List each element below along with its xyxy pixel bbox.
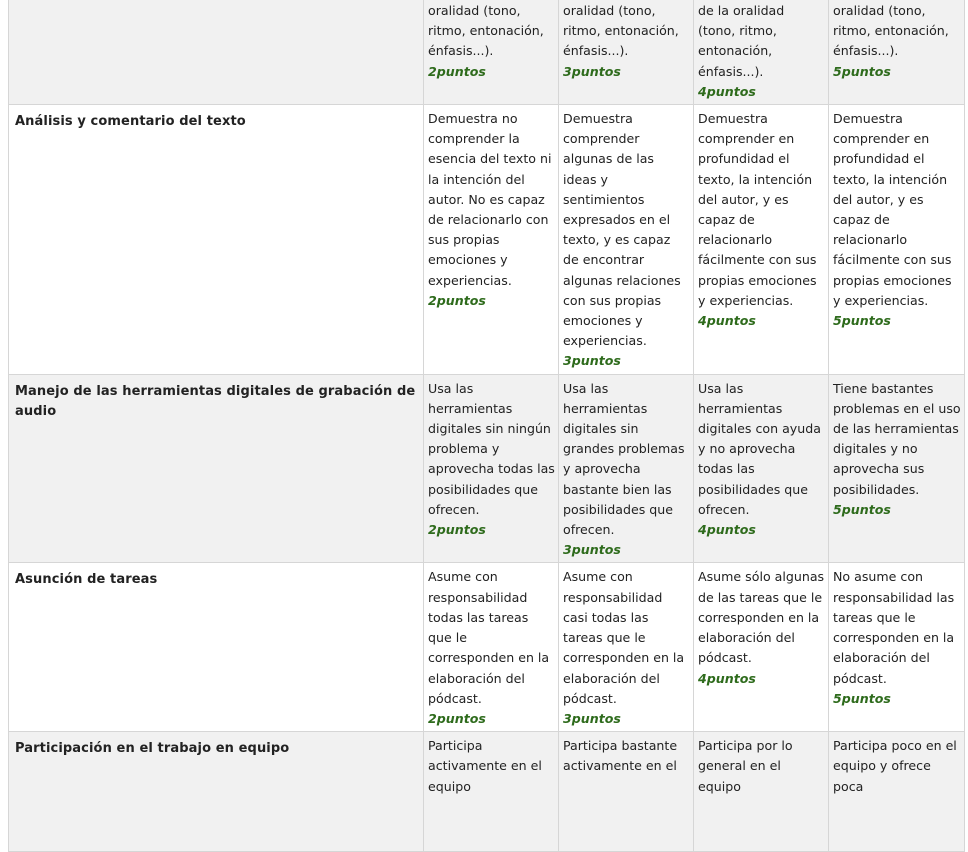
criterion-cell: Análisis y comentario del texto xyxy=(9,105,424,375)
level-cell xyxy=(694,0,829,105)
level-cell xyxy=(559,374,694,563)
criterion-cell: Manejo de las herramientas digitales de grabación de audio xyxy=(9,374,424,563)
cell-text: Demuestra comprender en profundidad el texto, la intención del autor, y es capaz de relacionarlo fácilmente con sus propias emociones y experiencias. xyxy=(698,111,817,308)
level-cell xyxy=(829,563,965,732)
rubric-row-herramientas xyxy=(9,374,965,563)
rubric-table xyxy=(8,0,965,852)
level-cell xyxy=(424,732,559,852)
cell-text: Asume con responsabilidad casi todas las tareas que le corresponden en la elaboración del pódcast. xyxy=(563,569,685,706)
level-cell xyxy=(559,105,694,375)
cell-text: Usa las herramientas digitales sin grandes problemas y aprovecha bastante bien las posibilidades que ofrecen. xyxy=(563,380,685,538)
level-cell xyxy=(694,105,829,375)
level-cell xyxy=(424,563,559,732)
points-label: 5puntos xyxy=(833,690,891,706)
cell-text: Usa las herramientas digitales sin ningún problema y aprovecha todas las posibilidades que ofrecen. xyxy=(428,380,555,517)
cell-text: oralidad (tono, ritmo, entonación, énfasis...). xyxy=(833,3,949,59)
cell-text: Usa las herramientas digitales con ayuda y no aprovecha todas las posibilidades que ofrecen. xyxy=(698,380,821,517)
points-label: 4puntos xyxy=(698,522,756,538)
points-label: 3puntos xyxy=(563,353,621,369)
points-label: 4puntos xyxy=(698,670,756,686)
level-cell xyxy=(829,105,965,375)
points-label: 3puntos xyxy=(563,542,621,558)
points-label: 5puntos xyxy=(833,313,891,329)
cell-text: oralidad (tono, ritmo, entonación, énfasis...). xyxy=(563,3,679,59)
cell-text: Asume con responsabilidad todas las tareas que le corresponden en la elaboración del pódcast. xyxy=(428,569,550,706)
cell-text: Asume sólo algunas de las tareas que le corresponden en la elaboración del pódcast. xyxy=(698,569,825,666)
level-cell xyxy=(424,0,559,105)
points-label: 2puntos xyxy=(428,63,486,79)
cell-text: Participa poco en el equipo y ofrece poca xyxy=(833,738,957,794)
criterion-cell: Asunción de tareas xyxy=(9,563,424,732)
criterion-cell xyxy=(9,0,424,105)
level-cell xyxy=(559,563,694,732)
cell-text: Demuestra comprender algunas de las ideas y sentimientos expresados en el texto, y es capaz de encontrar algunas relaciones con sus propias emociones y experiencias. xyxy=(563,111,681,349)
rubric-row-participacion xyxy=(9,732,965,852)
level-cell xyxy=(694,563,829,732)
cell-text: Participa activamente en el equipo xyxy=(428,738,542,794)
level-cell xyxy=(424,105,559,375)
rubric-row-analisis xyxy=(9,105,965,375)
rubric-row-tareas xyxy=(9,563,965,732)
level-cell xyxy=(424,374,559,563)
criterion-cell: Participación en el trabajo en equipo xyxy=(9,732,424,852)
level-cell xyxy=(694,374,829,563)
cell-text: de la oralidad (tono, ritmo, entonación, énfasis...). xyxy=(698,3,785,79)
level-cell xyxy=(694,732,829,852)
cell-text: No asume con responsabilidad las tareas que le corresponden en la elaboración del pódcast. xyxy=(833,569,955,686)
points-label: 2puntos xyxy=(428,710,486,726)
cell-text: Tiene bastantes problemas en el uso de las herramientas digitales y no aprovecha sus posibilidades. xyxy=(833,380,961,497)
cell-text: Demuestra no comprender la esencia del texto ni la intención del autor. No es capaz de relacionarlo con sus propias emociones y experiencias. xyxy=(428,111,552,288)
points-label: 3puntos xyxy=(563,63,621,79)
cell-text: Demuestra comprender en profundidad el texto, la intención del autor, y es capaz de relacionarlo fácilmente con sus propias emociones y experiencias. xyxy=(833,111,952,308)
points-label: 2puntos xyxy=(428,292,486,308)
points-label: 5puntos xyxy=(833,63,891,79)
points-label: 5puntos xyxy=(833,501,891,517)
points-label: 3puntos xyxy=(563,710,621,726)
rubric-row-oralidad xyxy=(9,0,965,105)
level-cell xyxy=(829,732,965,852)
cell-text: oralidad (tono, ritmo, entonación, énfasis...). xyxy=(428,3,544,59)
level-cell xyxy=(829,374,965,563)
level-cell xyxy=(829,0,965,105)
points-label: 2puntos xyxy=(428,522,486,538)
level-cell xyxy=(559,0,694,105)
points-label: 4puntos xyxy=(698,83,756,99)
cell-text: Participa por lo general en el equipo xyxy=(698,738,793,794)
cell-text: Participa bastante activamente en el xyxy=(563,738,678,774)
level-cell xyxy=(559,732,694,852)
points-label: 4puntos xyxy=(698,313,756,329)
